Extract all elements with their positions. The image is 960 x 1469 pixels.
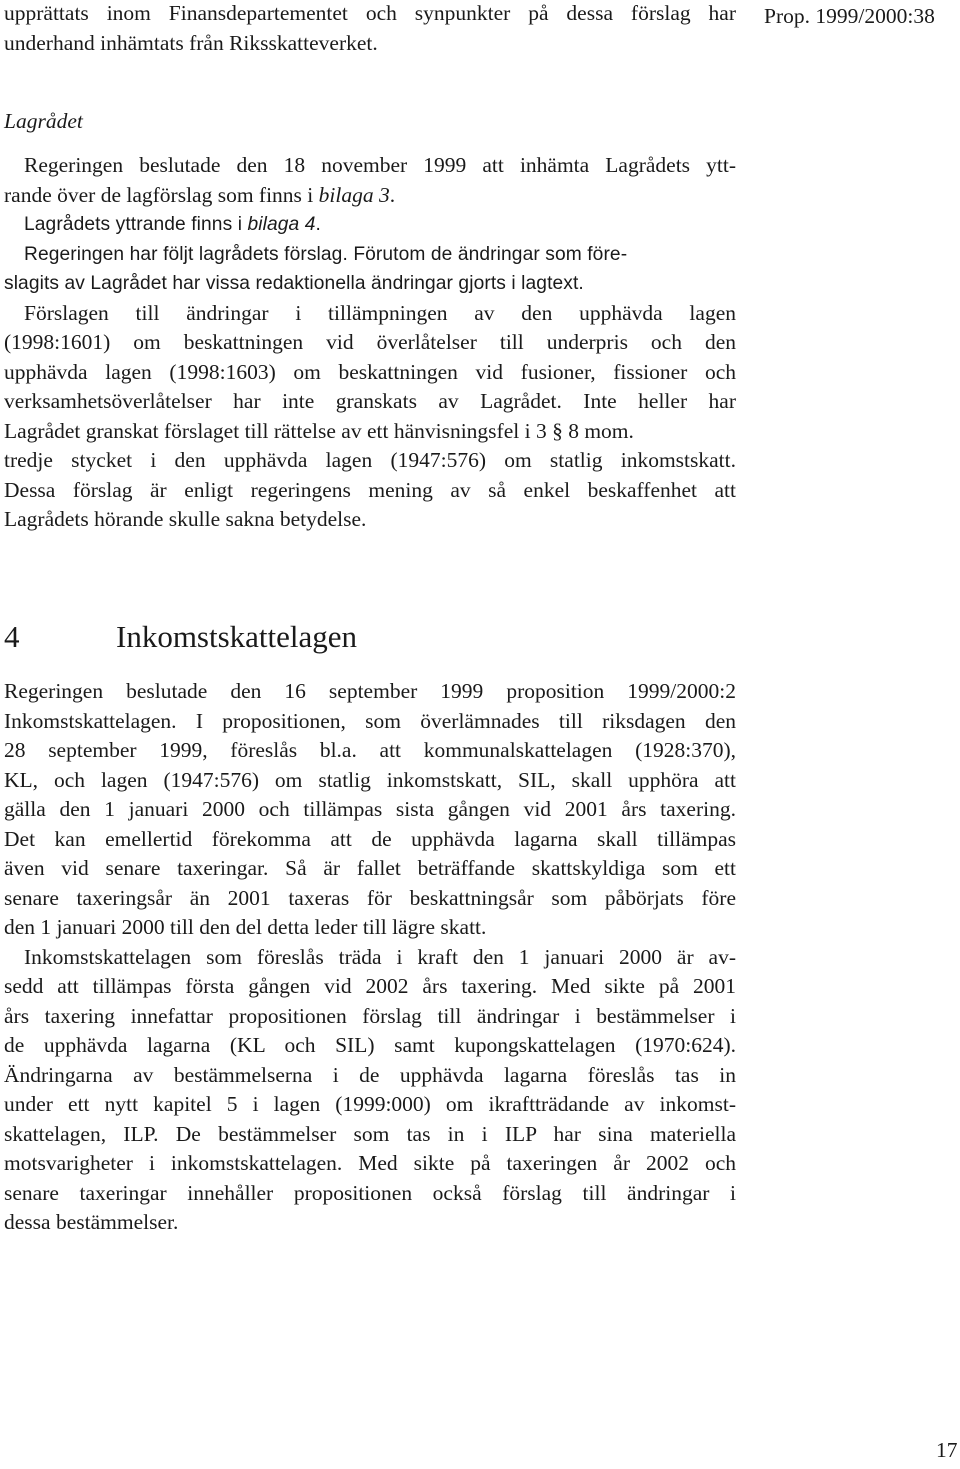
text-fragment: Lagrådets yttrande finns i — [24, 214, 248, 235]
text-fragment: . — [315, 214, 321, 235]
appendix-reference: bilaga 3 — [318, 182, 390, 207]
text-fragment: Lagrådet granskat förslaget till rättelse av ett hänvisningsfel i 3 — [4, 418, 547, 443]
section-text — [4, 677, 736, 1238]
text-line: Lagrådets hörande skulle sakna betydelse. — [4, 507, 367, 531]
text-line — [4, 210, 736, 240]
text-line: (1998:1601) om beskattningen vid överlåtelser till underpris och den — [4, 330, 736, 354]
section-number: 4 — [4, 619, 20, 654]
text-line: Dessa förslag är enligt regeringens mening av så enkel beskaffenhet att — [4, 477, 736, 502]
text-line: slagits av Lagrådet har vissa redaktionella ändringar gjorts i lagtext. — [4, 273, 584, 294]
text-line: Förslagen till ändringar i tillämpningen av den upphävda lagen — [24, 300, 736, 325]
section-title: Inkomstskattelagen — [116, 619, 358, 654]
page-number: 17 — [936, 1438, 958, 1462]
text-line: den 1 januari 2000 till den del detta leder till lägre skatt. — [4, 915, 487, 939]
text-fragment: . — [389, 182, 396, 207]
text-line: Regeringen beslutade den 18 november 1999 att inhämta Lagrådets ytt- — [24, 153, 736, 177]
section-heading — [4, 617, 357, 657]
text-line — [4, 240, 736, 270]
subsection-heading: Lagrådet — [4, 109, 83, 133]
text-line: upphävda lagen (1998:1603) om beskattningen vid fusioner, fissioner och — [4, 359, 736, 384]
text-line: 28 september 1999, föreslås bl.a. att kommunalskattelagen (1928:370), — [4, 738, 736, 762]
text-line: de upphävda lagarna (KL och SIL) samt kupongskattelagen (1970:624). — [4, 1033, 736, 1057]
text-line: senare taxeringar innehåller propositionen också förslag till ändringar i — [4, 1180, 736, 1205]
text-line: även vid senare taxeringar. Så är fallet beträffande skattskyldiga som ett — [4, 856, 736, 880]
text-line: sedd att tillämpas första gången vid 2002 års taxering. Med sikte på 2001 — [4, 974, 736, 998]
text-line: Ändringarna av bestämmelserna i de upphävda lagarna föreslås tas in — [4, 1062, 736, 1087]
text-line: motsvarigheter i inkomstskattelagen. Med sikte på taxeringen år 2002 och — [4, 1151, 736, 1175]
proposition-reference: Prop. 1999/2000:38 — [764, 4, 935, 28]
lagradet-text — [4, 151, 736, 535]
text-line — [4, 181, 736, 211]
text-fragment: rande över de lagförslag som finns i — [4, 182, 319, 207]
text-line: underhand inhämtats från Riksskatteverket. — [4, 30, 378, 55]
text-line: under ett nytt kapitel 5 i lagen (1999:000) om ikraftträdande av inkomst- — [4, 1092, 736, 1116]
text-line: tredje stycket i den upphävda lagen (1947:576) om statlig inkomstskatt. — [4, 448, 736, 472]
text-line: Inkomstskattelagen. I propositionen, som överlämnades till riksdagen den — [4, 708, 736, 733]
text-line — [4, 417, 736, 447]
text-line: senare taxeringsår än 2001 taxeras för beskattningsår som påbörjats före — [4, 885, 736, 910]
text-fragment: 8 mom. — [568, 418, 634, 443]
text-line: KL, och lagen (1947:576) om statlig inkomstskatt, SIL, skall upphöra att — [4, 767, 736, 792]
text-line: Inkomstskattelagen som föreslås träda i kraft den 1 januari 2000 är av- — [24, 944, 736, 969]
text-line: dessa bestämmelser. — [4, 1210, 179, 1234]
continuation-paragraph — [4, 0, 736, 58]
text-line: upprättats inom Finansdepartementet och synpunkter på dessa förslag har — [4, 1, 736, 25]
text-line: gälla den 1 januari 2000 och tillämpas sista gången vid 2001 års taxering. — [4, 797, 736, 821]
text-line: års taxering innefattar propositionen förslag till ändringar i bestämmelser i — [4, 1003, 736, 1028]
text-line: skattelagen, ILP. De bestämmelser som tas in i ILP har sina materiella — [4, 1121, 736, 1146]
section-sign: § — [552, 418, 563, 443]
text-fragment: Regeringen har följt lagrådets förslag. — [24, 243, 348, 265]
text-line: verksamhetsöverlåtelser har inte granskats av Lagrådet. Inte heller har — [4, 389, 736, 413]
text-line: Regeringen beslutade den 16 september 1999 proposition 1999/2000:2 — [4, 679, 736, 703]
appendix-reference: bilaga 4 — [247, 214, 316, 235]
text-line: Det kan emellertid förekomma att de upphävda lagarna skall tillämpas — [4, 826, 736, 851]
text-fragment: Förutom de ändringar som före- — [347, 243, 628, 265]
